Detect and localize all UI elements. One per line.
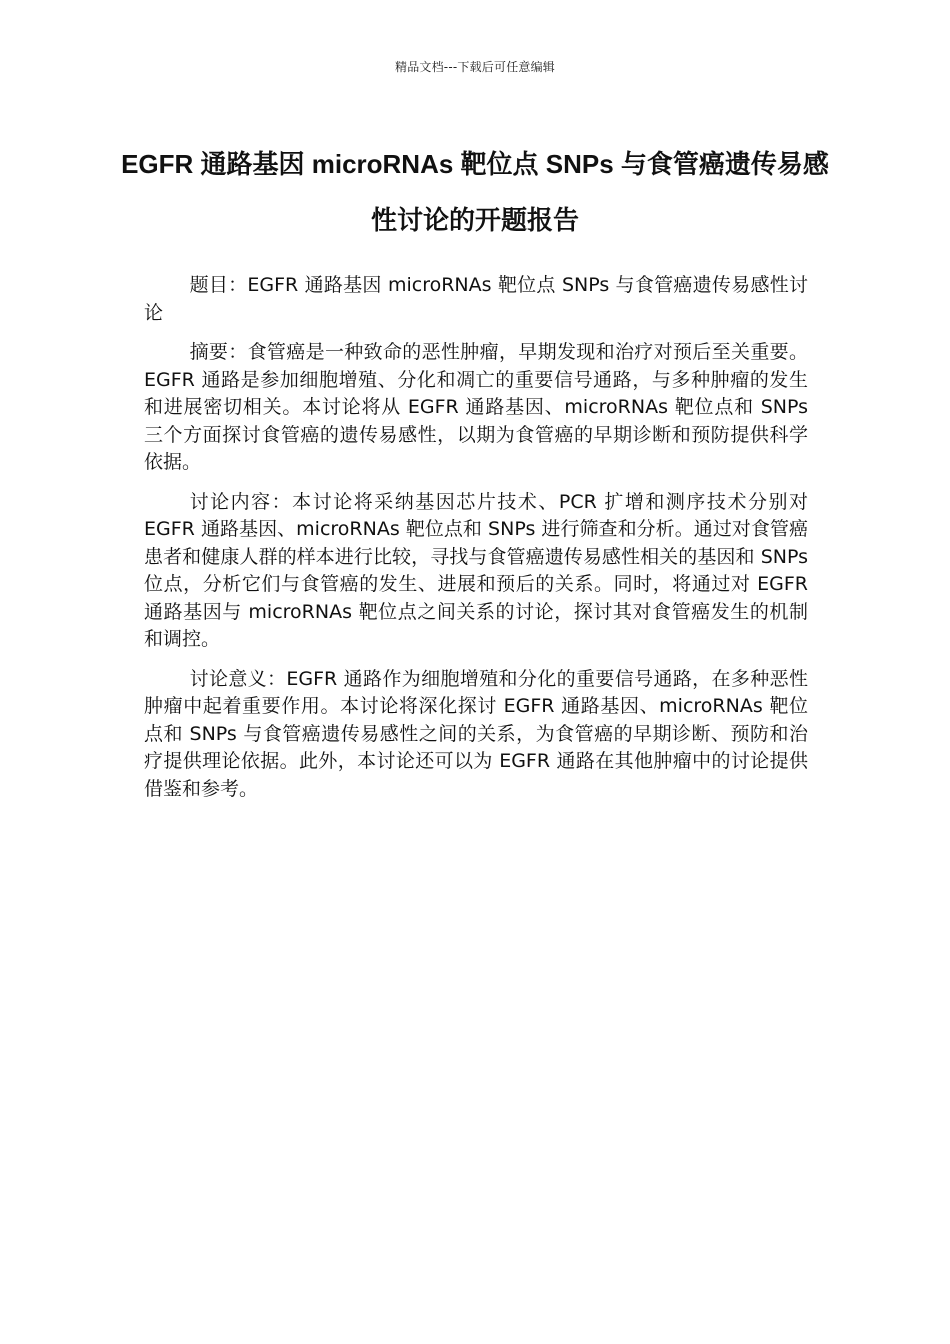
document-body bbox=[144, 272, 808, 815]
paragraph-topic: 题目：EGFR 通路基因 microRNAs 靶位点 SNPs 与食管癌遗传易感性讨论 bbox=[144, 274, 808, 324]
paragraph-content: 讨论内容：本讨论将采纳基因芯片技术、PCR 扩增和测序技术分别对 EGFR 通路基因、microRNAs 靶位点和 SNPs 进行筛查和分析。通过对食管癌患者和健康人群的样本进行比较，寻找与食管癌遗传易感性相关的基因和 SNPs 位点，分析它们与食管癌的发生、进展和预后的关系。同时，将通过对 EGFR 通路基因与 microRNAs 靶位点之间关系的讨论，探讨其对食管癌发生的机制和调控。 bbox=[144, 490, 808, 650]
document-title: EGFR 通路基因 microRNAs 靶位点 SNPs 与食管癌遗传易感性讨论的开题报告 bbox=[121, 149, 829, 235]
paragraph-significance: 讨论意义：EGFR 通路作为细胞增殖和分化的重要信号通路，在多种恶性肿瘤中起着重要作用。本讨论将深化探讨 EGFR 通路基因、microRNAs 靶位点和 SNPs 与食管癌遗传易感性之间的关系，为食管癌的早期诊断、预防和治疗提供理论依据。此外，本讨论还可以为 EGFR 通路在其他肿瘤中的讨论提供借鉴和参考。 bbox=[144, 667, 808, 800]
header-note: 精品文档---下载后可任意编辑 bbox=[395, 60, 555, 74]
paragraph-abstract: 摘要：食管癌是一种致命的恶性肿瘤，早期发现和治疗对预后至关重要。EGFR 通路是参加细胞增殖、分化和凋亡的重要信号通路，与多种肿瘤的发生和进展密切相关。本讨论将从 EGFR 通路基因、microRNAs 靶位点和 SNPs 三个方面探讨食管癌的遗传易感性，以期为食管癌的早期诊断和预防提供科学依据。 bbox=[144, 341, 808, 473]
